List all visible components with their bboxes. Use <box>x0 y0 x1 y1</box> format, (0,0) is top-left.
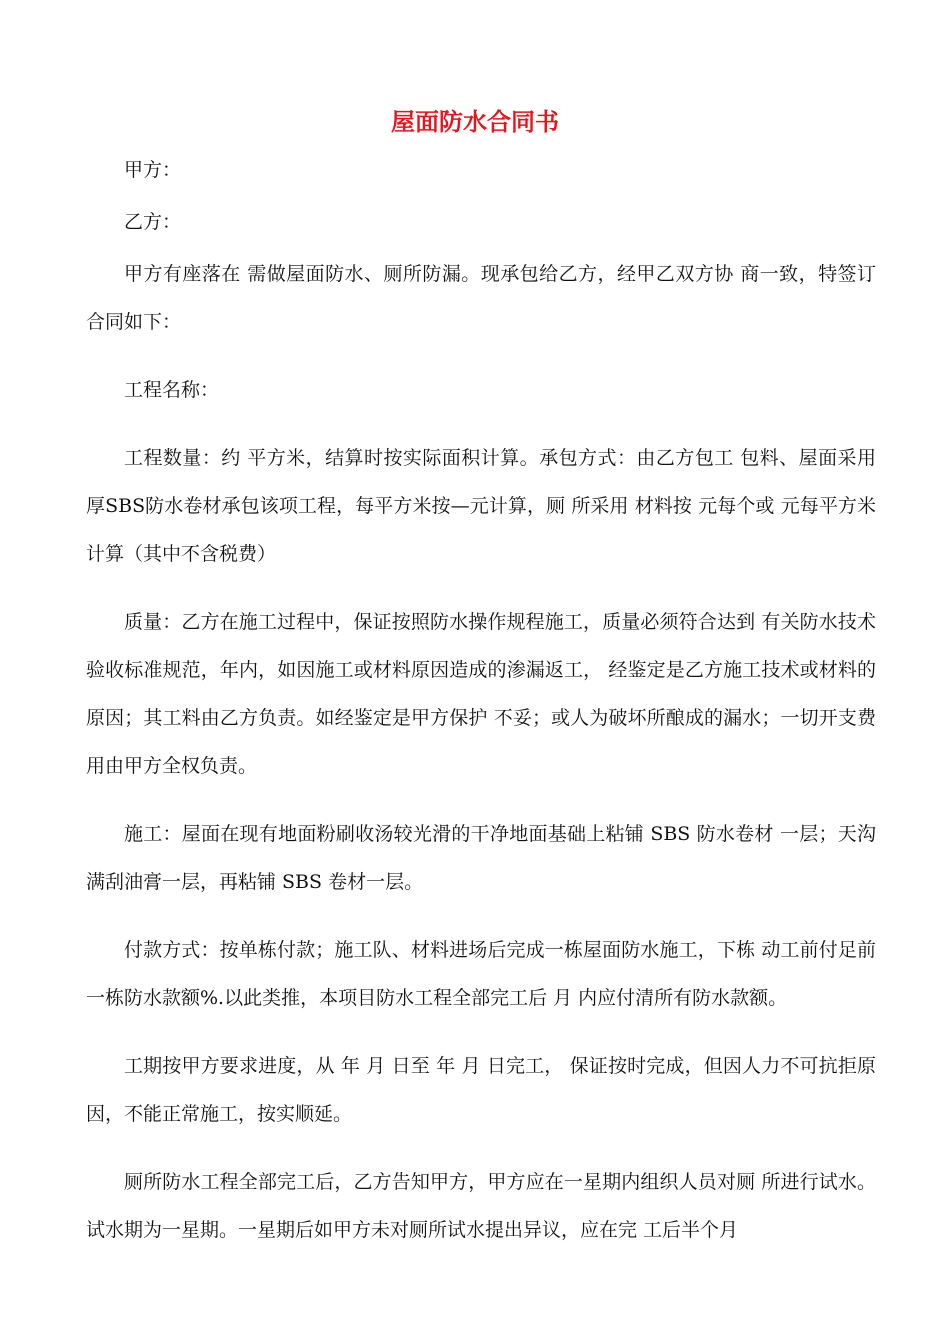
water-test-paragraph: 厕所防水工程全部完工后，乙方告知甲方，甲方应在一星期内组织人员对厕 所进行试水。试水期为一星期。一星期后如甲方未对厕所试水提出异议，应在完 工后半个月 <box>86 1171 876 1241</box>
quality-paragraph: 质量：乙方在施工过程中，保证按照防水操作规程施工，质量必须符合达到 有关防水技术验收标准规范，年内，如因施工或材料原因造成的渗漏返工， 经鉴定是乙方施工技术或材料的原因；其工料由乙方负责。如经鉴定是甲方保护 不妥；或人为破坏所酿成的漏水；一切开支费用由甲方全权负责。 <box>86 611 876 777</box>
payment-paragraph: 付款方式：按单栋付款；施工队、材料进场后完成一栋屋面防水施工，下栋 动工前付足前一栋防水款额%.以此类推，本项目防水工程全部完工后 月 内应付清所有防水款额。 <box>86 939 876 1009</box>
party-b-line: 乙方： <box>124 211 182 233</box>
document-body <box>86 146 876 1274</box>
project-name-paragraph: 工程名称： <box>124 379 220 401</box>
construction-paragraph: 施工：屋面在现有地面粉刷收汤较光滑的干净地面基础上粘铺 SBS 防水卷材 一层；天沟满刮油膏一层，再粘铺 SBS 卷材一层。 <box>86 823 876 893</box>
document-title: 屋面防水合同书 <box>391 108 559 136</box>
quantity-paragraph: 工程数量：约 平方米，结算时按实际面积计算。承包方式：由乙方包工 包料、屋面采用 厚SBS防水卷材承包该项工程，每平方米按—元计算，厕 所采用 材料按 元每个或 元每平方米计算（其中不含税费） <box>86 447 876 565</box>
party-a-line: 甲方： <box>124 159 182 181</box>
schedule-paragraph: 工期按甲方要求进度，从 年 月 日至 年 月 日完工， 保证按时完成，但因人力不可抗拒原因，不能正常施工，按实顺延。 <box>86 1055 876 1125</box>
preamble-paragraph: 甲方有座落在 需做屋面防水、厕所防漏。现承包给乙方，经甲乙双方协 商一致，特签订合同如下： <box>86 263 876 333</box>
